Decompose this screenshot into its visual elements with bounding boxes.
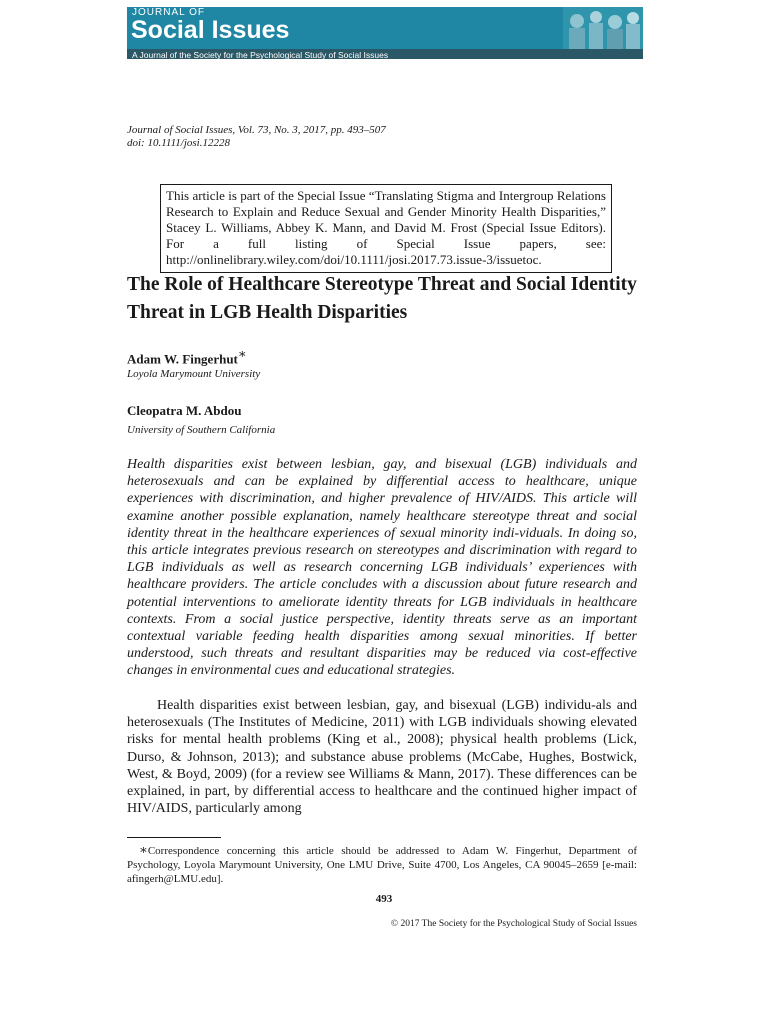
banner-tagline-strip bbox=[127, 49, 643, 59]
citation-doi: doi: 10.1111/josi.12228 bbox=[127, 137, 230, 149]
journal-banner bbox=[127, 7, 643, 59]
citation-volume: Journal of Social Issues, Vol. 73, No. 3, 2017, pp. 493–507 bbox=[127, 124, 386, 136]
footnote-mark: ∗ bbox=[139, 842, 148, 857]
journal-tagline: A Journal of the Society for the Psychological Study of Social Issues bbox=[132, 50, 389, 59]
page-number: 493 bbox=[375, 893, 393, 905]
author-2 bbox=[127, 403, 241, 419]
author-2-affiliation: University of Southern California bbox=[127, 424, 276, 436]
author-1-affiliation: Loyola Marymount University bbox=[127, 368, 261, 380]
copyright-notice: © 2017 The Society for the Psychological Study of Social Issues bbox=[390, 919, 637, 929]
body-paragraph bbox=[127, 697, 637, 817]
body-paragraph-text: Health disparities exist between lesbian, gay, and bisexual (LGB) individu-als and heterosexuals (The Institutes of Medicine, 2011) with LGB individuals showing elevated risks for mental health problems (King et al., 2008); physical health problems (Lick, Durso, & Johnson, 2013); and substance abuse problems (McCabe, Hughes, Bostwick, West, & Boyd, 2009) (for a review see Williams & Mann, 2017). These differences can be explained, in part, by differential access to healthcare and the continued higher impact of HIV/AIDS, particularly among bbox=[127, 698, 637, 817]
journal-of-label: JOURNAL OF bbox=[132, 7, 205, 18]
footnote-text: Correspondence concerning this article should be addressed to Adam W. Fingerhut, Department of Psychology, Loyola Marymount University, One LMU Drive, Suite 4700, Los Angeles, CA 90045–2659 [e-mail: afingerh@LMU.edu]. bbox=[127, 845, 637, 885]
journal-name: Social Issues bbox=[131, 16, 290, 44]
author-1-name: Adam W. Fingerhut bbox=[127, 351, 238, 367]
author-1-footnote-mark: ∗ bbox=[237, 346, 247, 361]
special-issue-notice: This article is part of the Special Issue “Translating Stigma and Intergroup Relations Research to Explain and Reduce Sexual and Gender Minority Health Disparities,” Stacey L. Williams, Abbey K. Mann, and David M. Frost (Special Issue Editors). For a full listing of Special Issue papers, see: http://onlinelibrary.wiley.com/doi/10.1111/josi.2017.73.issue-3/issuetoc. bbox=[160, 184, 612, 273]
author-2-name: Cleopatra M. Abdou bbox=[127, 403, 242, 418]
footnote-divider bbox=[127, 837, 221, 838]
article-title: The Role of Healthcare Stereotype Threat and Social Identity Threat in LGB Health Disparities bbox=[127, 274, 637, 323]
author-1 bbox=[127, 346, 247, 367]
footnote bbox=[127, 843, 637, 886]
abstract: Health disparities exist between lesbian, gay, and bisexual (LGB) individuals and heterosexuals and can be explained by differential access to healthcare, unique experiences with discrimination, and higher prevalence of HIV/AIDS. This article will examine another possible explanation, namely healthcare stereotype threat and social identity threat in the healthcare experiences of sexual minority indi-viduals. In doing so, this article integrates previous research on stereotypes and discrimination with regard to LGB individuals as well as research concerning LGB individuals’ experiences with healthcare providers. The article concludes with a discussion about future research and potential interventions to ameliorate identity threats for LGB individuals in healthcare contexts. From a social justice perspective, identity threats serve as an important contextual variable feeding health disparities among sexual minorities. If better understood, such threats and resultant disparities may be reduced via cost-effective changes in environmental cues and educational strategies. bbox=[127, 457, 637, 679]
article-citation bbox=[127, 124, 386, 150]
